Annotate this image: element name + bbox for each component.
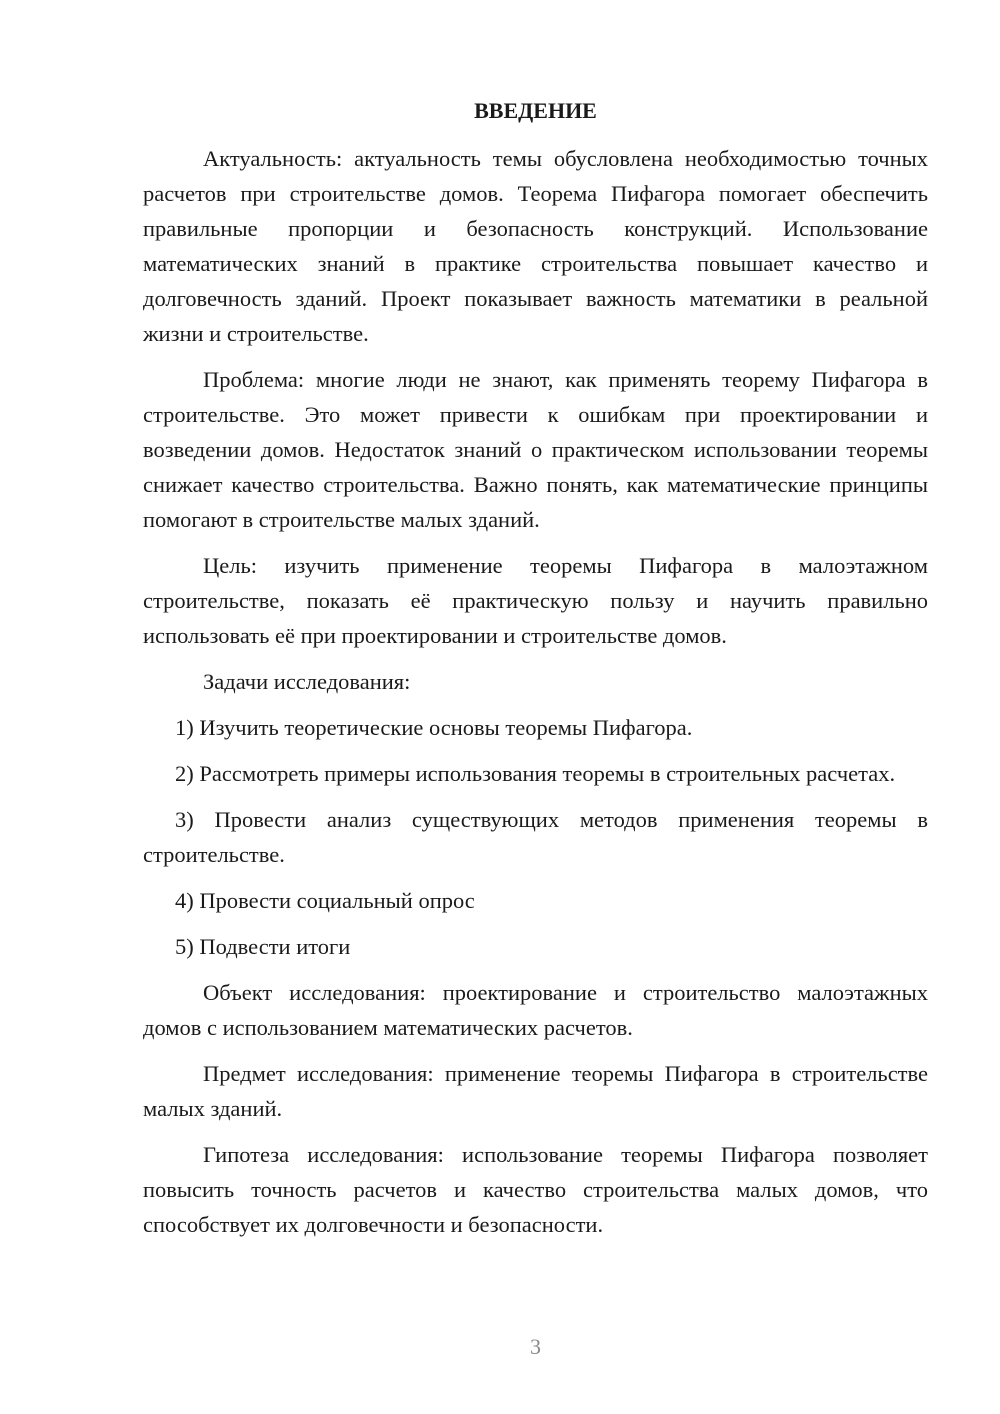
task-item-3: 3) Провести анализ существующих методов применения теоремы в строительстве. [143, 807, 928, 867]
paragraph-subject: Предмет исследования: применение теоремы Пифагора в строительстве малых зданий. [143, 1061, 928, 1121]
paragraph-goal: Цель: изучить применение теоремы Пифагора в малоэтажном строительстве, показать её практическую пользу и научить правильно использовать её при проектировании и строительстве домов. [143, 553, 928, 648]
document-page [143, 0, 928, 1414]
paragraph-relevance: Актуальность: актуальность темы обусловлена необходимостью точных расчетов при строительстве домов. Теорема Пифагора помогает обеспечить правильные пропорции и безопасность конструкций. Использование математических знаний в практике строительства повышает качество и долговечность зданий. Проект показывает важность математики в реальной жизни и строительстве. [143, 146, 928, 346]
task-item-1: 1) Изучить теоретические основы теоремы Пифагора. [175, 715, 693, 740]
page-number: 3 [530, 1334, 541, 1359]
document-body [143, 141, 928, 1253]
task-item-2: 2) Рассмотреть примеры использования теоремы в строительных расчетах. [175, 761, 896, 786]
task-item-5: 5) Подвести итоги [175, 934, 351, 959]
section-title: ВВЕДЕНИЕ [474, 98, 597, 123]
paragraph-tasks-heading: Задачи исследования: [203, 669, 411, 694]
paragraph-problem: Проблема: многие люди не знают, как применять теорему Пифагора в строительстве. Это может привести к ошибкам при проектировании и возведении домов. Недостаток знаний о практическом использовании теоремы снижает качество строительства. Важно понять, как математические принципы помогают в строительстве малых зданий. [143, 367, 928, 532]
paragraph-object: Объект исследования: проектирование и строительство малоэтажных домов с использованием математических расчетов. [143, 980, 928, 1040]
paragraph-hypothesis: Гипотеза исследования: использование теоремы Пифагора позволяет повысить точность расчетов и качество строительства малых домов, что способствует их долговечности и безопасности. [143, 1142, 928, 1237]
task-item-4: 4) Провести социальный опрос [175, 888, 475, 913]
